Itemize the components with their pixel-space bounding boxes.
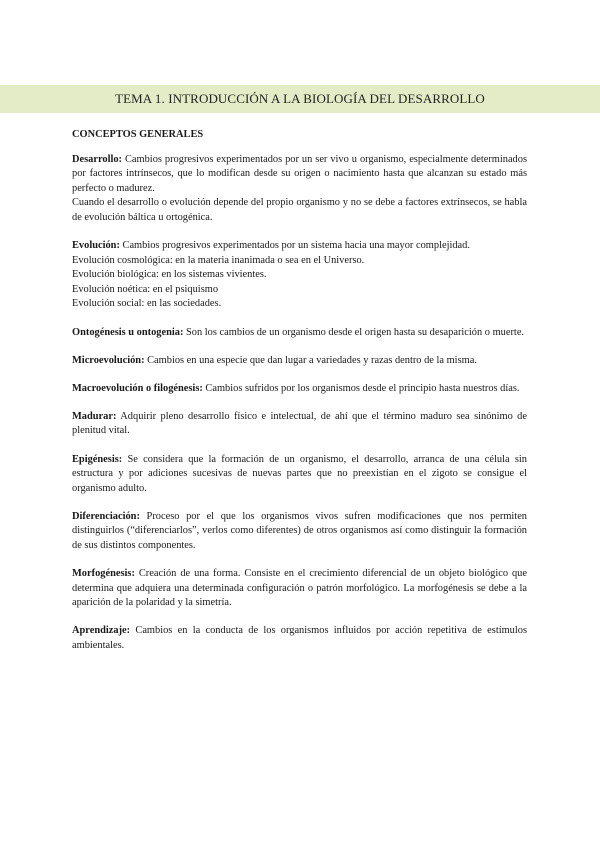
definition-paragraph bbox=[72, 453, 527, 497]
entry-diferenciacion bbox=[72, 510, 527, 554]
entry-microevolucion bbox=[72, 354, 527, 369]
definition-paragraph bbox=[72, 510, 527, 554]
title-banner bbox=[0, 85, 600, 113]
definition-text: Creación de una forma. Consiste en el crecimiento diferencial de un objeto biológico que determina que adquiera una determinada configuración o patrón morfológico. La morfogénesis se debe a la aparición de la polaridad y la simetría. bbox=[72, 568, 527, 609]
term-label: Aprendizaje: bbox=[72, 625, 131, 637]
term-label: Madurar: bbox=[72, 410, 117, 422]
evolution-type-line: Evolución social: en las sociedades. bbox=[72, 298, 222, 310]
entry-desarrollo bbox=[72, 153, 527, 226]
definition-text: Son los cambios de un organismo desde el origen hasta su desaparición o muerte. bbox=[183, 326, 525, 338]
term-label: Macroevolución o filogénesis: bbox=[72, 382, 203, 394]
definition-text: Cambios sufridos por los organismos desde el principio hasta nuestros días. bbox=[202, 382, 520, 394]
evolution-type-line: Evolución biológica: en los sistemas vivientes. bbox=[72, 269, 267, 281]
definition-text: Cambios en la conducta de los organismos influidos por acción repetitiva de estímulos ambientales. bbox=[72, 625, 527, 651]
definition-text: Cambios progresivos experimentados por un sistema hacia una mayor complejidad. bbox=[119, 240, 470, 252]
definition-paragraph bbox=[72, 153, 527, 197]
entry-aprendizaje bbox=[72, 624, 527, 653]
evolution-type-line: Evolución noética: en el psiquismo bbox=[72, 283, 219, 295]
definition-text: Se considera que la formación de un organismo, el desarrollo, arranca de una célula sin estructura y por adiciones sucesivas de nuevas partes que no preexistían en el zigoto se consigue el organismo adulto. bbox=[72, 453, 527, 494]
entry-epigenesis bbox=[72, 453, 527, 497]
definition-paragraph bbox=[72, 326, 527, 341]
definition-text: Cambios progresivos experimentados por un ser vivo u organismo, especialmente determinados por factores intrínsecos, que lo modifican desde su origen o nacimiento hasta que alcanzan su estado más perfecto o madurez. bbox=[72, 153, 527, 194]
definition-extra: Cuando el desarrollo o evolución depende del propio organismo y no se debe a factores extrínsecos, se habla de evolución báltica u ortogénica. bbox=[72, 197, 527, 223]
definition-paragraph bbox=[72, 624, 527, 653]
definition-paragraph bbox=[72, 410, 527, 439]
definition-paragraph bbox=[72, 567, 527, 611]
definition-text: Proceso por el que los organismos vivos sufren modificaciones que nos permiten distinguirlos (“diferenciarlos”, verlos como diferentes) de otros organismos así como distinguir la formación de sus distintos componentes. bbox=[72, 510, 527, 551]
entry-morfogenesis bbox=[72, 567, 527, 611]
entry-madurar bbox=[72, 410, 527, 439]
term-label: Ontogénesis u ontogenia: bbox=[72, 326, 184, 338]
entry-macroevolucion bbox=[72, 382, 527, 397]
term-label: Diferenciación: bbox=[72, 510, 140, 522]
definition-paragraph bbox=[72, 354, 527, 369]
term-label: Microevolución: bbox=[72, 354, 145, 366]
term-label: Desarrollo: bbox=[72, 153, 123, 165]
entry-ontogenesis bbox=[72, 326, 527, 341]
evolution-type-line: Evolución cosmológica: en la materia inanimada o sea en el Universo. bbox=[72, 254, 365, 266]
definition-paragraph bbox=[72, 239, 527, 254]
definition-text: Cambios en una especie que dan lugar a variedades y razas dentro de la misma. bbox=[144, 354, 477, 366]
term-label: Morfogénesis: bbox=[72, 568, 135, 580]
document-body bbox=[72, 128, 527, 667]
section-heading: CONCEPTOS GENERALES bbox=[72, 129, 204, 140]
definition-text: Adquirir pleno desarrollo físico e intelectual, de ahí que el término maduro sea sinónimo de plenitud vital. bbox=[72, 410, 527, 437]
entry-evolucion bbox=[72, 239, 527, 312]
term-label: Evolución: bbox=[72, 240, 120, 252]
term-label: Epigénesis: bbox=[72, 453, 123, 465]
document-title: TEMA 1. INTRODUCCIÓN A LA BIOLOGÍA DEL DESARROLLO bbox=[115, 91, 485, 106]
definition-paragraph bbox=[72, 382, 527, 397]
